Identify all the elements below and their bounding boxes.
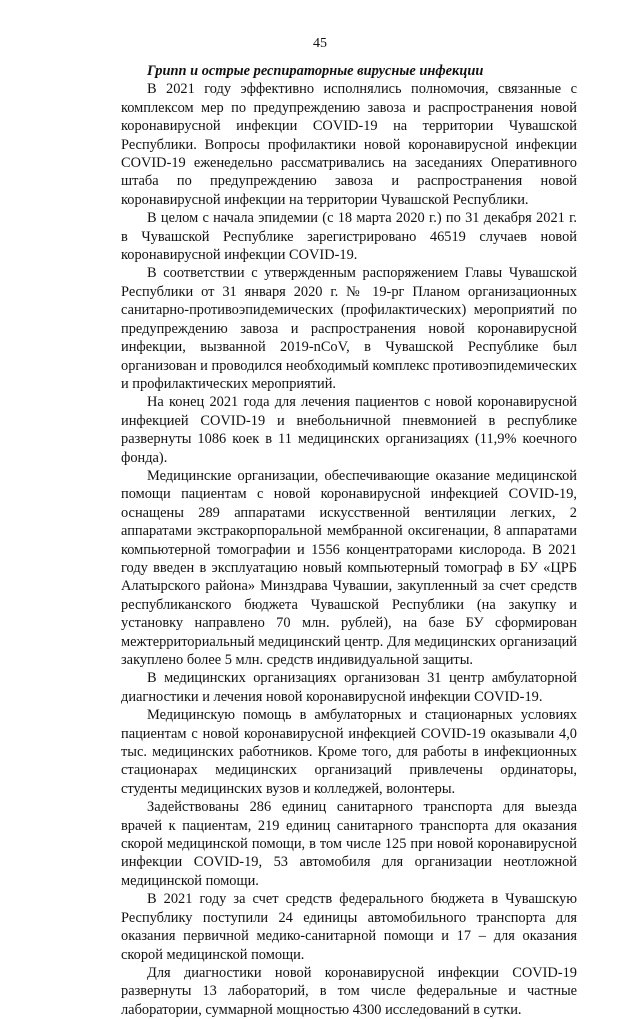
paragraph-hospital-beds: На конец 2021 года для лечения пациентов с новой коронавирусной инфекцией COVID-19 и внебольничной пневмонией в республике развернуты 1086 коек в 11 медицинских организациях (11,9% коечного фонда). xyxy=(121,394,577,466)
paragraph-equipment: Медицинские организации, обеспечивающие оказание медицинской помощи пациентам с новой коронавирусной инфекцией COVID-19, оснащены 289 аппаратами искусственной вентиляции легких, 2 аппаратами экстракорпоральной мембранной оксигенации, 8 аппаратами компьютерной томографии и 1556 концентраторами кислорода. В 2021 году введен в эксплуатацию новый компьютерный томограф в БУ «ЦРБ Алатырского района» Минздрава Чувашии, закупленный за счет средств республиканского бюджета Чувашской Республики (на закупку и установку направлено 70 млн. рублей), на базе БУ сформирован межтерриториальный медицинский центр. Для медицинских организаций закуплено более 5 млн. средств индивидуальной защиты. xyxy=(121,467,577,668)
paragraph-laboratories: Для диагностики новой коронавирусной инфекции COVID-19 развернуты 13 лабораторий, в том числе федеральные и частные лаборатории, суммарной мощностью 4300 исследований в сутки. xyxy=(121,964,577,1018)
paragraph-medical-staff: Медицинскую помощь в амбулаторных и стационарных условиях пациентам с новой коронавирусной инфекцией COVID-19 оказывали 4,0 тыс. медицинских работников. Кроме того, для работы в инфекционных стационарах медицинских организаций привлечены ординаторы, студенты медицинских вузов и колледжей, волонтеры. xyxy=(121,707,577,797)
paragraph-federal-vehicles: В 2021 году за счет средств федерального бюджета в Чувашскую Республику поступили 24 единицы автомобильного транспорта для оказания первичной медико-санитарной помощи и 17 – для оказания скорой медицинской помощи. xyxy=(121,891,577,963)
paragraph-case-count: В целом с начала эпидемии (с 18 марта 2020 г.) по 31 декабря 2021 г. в Чувашской Республике зарегистрировано 46519 случаев новой коронавирусной инфекции COVID-19. xyxy=(121,210,577,264)
section-heading: Грипп и острые респираторные вирусные инфекции xyxy=(147,63,484,79)
document-body xyxy=(121,62,577,1019)
page-number: 45 xyxy=(313,36,327,51)
paragraph-ambulance-transport: Задействованы 286 единиц санитарного транспорта для выезда врачей к пациентам, 219 единиц санитарного транспорта для оказания скорой медицинской помощи, в том числе 125 при новой коронавирусной инфекции COVID-19, 53 автомобиля для организации неотложной медицинской помощи. xyxy=(121,799,577,889)
paragraph-measures-plan: В соответствии с утвержденным распоряжением Главы Чувашской Республики от 31 января 2020 г. № 19-рг Планом организационных санитарно-противоэпидемических (профилактических) мероприятий по предупреждению завоза и распространения новой коронавирусной инфекции, вызванной 2019-nCoV, в Чувашской Республике был организован и проводился необходимый комплекс противоэпидемических и профилактических мероприятий. xyxy=(121,265,577,392)
paragraph-outpatient-centers: В медицинских организациях организован 31 центр амбулаторной диагностики и лечения новой коронавирусной инфекции COVID-19. xyxy=(121,670,577,705)
paragraph-intro-powers: В 2021 году эффективно исполнялись полномочия, связанные с комплексом мер по предупреждению завоза и распространения новой коронавирусной инфекции COVID-19 на территории Чувашской Республики. Вопросы профилактики новой коронавирусной инфекции COVID-19 еженедельно рассматривались на заседаниях Оперативного штаба по предупреждению завоза и распространения новой коронавирусной инфекции на территории Чувашской Республики. xyxy=(121,81,577,208)
